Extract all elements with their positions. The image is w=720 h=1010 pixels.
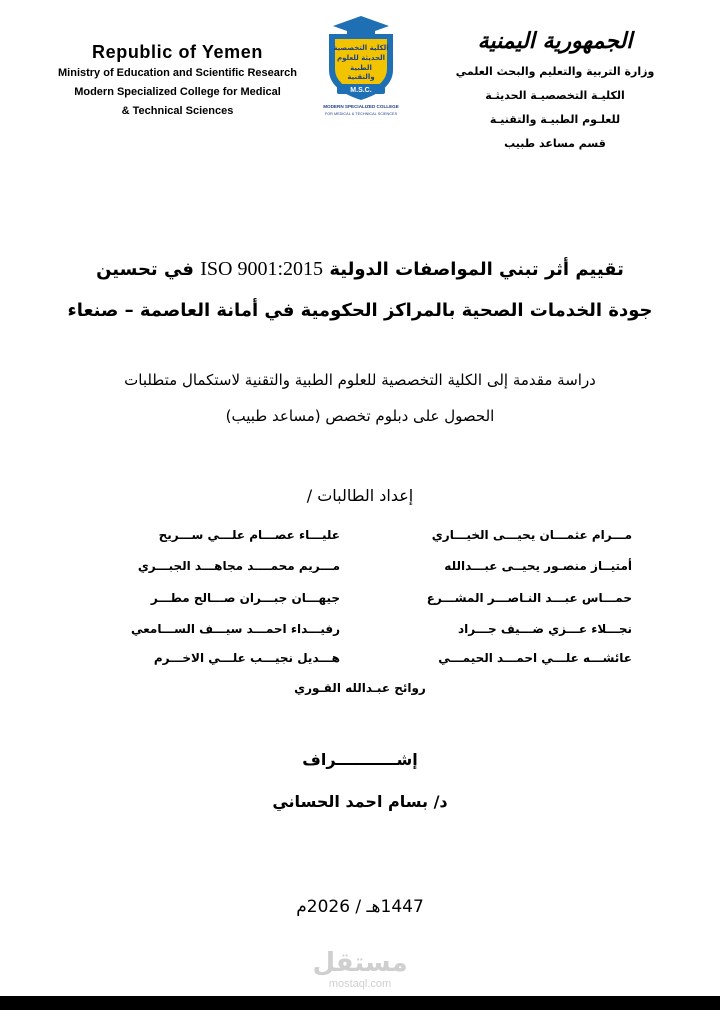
prepared-by-label: إعداد الطالبات / (306, 486, 414, 505)
logo-arabic-text-3: الطبية (350, 64, 372, 72)
supervision-label: إشـــــــــــراف (302, 750, 418, 769)
watermark-arabic: مستقل (312, 948, 408, 978)
student-name: رفيـــداء احمـــد سيـــف الســـامعي (130, 622, 340, 636)
student-name: هـــديل نجيـــب علـــي الاخـــرم (153, 651, 340, 665)
country-title-arabic: الجمهورية اليمنية (477, 28, 633, 54)
logo-arabic-text-2: الحديثة للعلوم (336, 54, 386, 62)
logo-caption-1: MODERN SPECIALIZED COLLEGE (323, 104, 399, 109)
page-bottom-bar (0, 996, 720, 1010)
college-line-arabic: الكليـة التخصصيـة الحديثـة (485, 89, 625, 102)
ministry-line-english: Ministry of Education and Scientific Research (58, 67, 297, 79)
student-name: مـــريم محمــــد مجاهـــد الجبـــري (137, 559, 340, 573)
supervisor-name: د/ بسام احمد الحساني (272, 792, 448, 811)
title-part-1: تقييم أثر تبني المواصفات الدولية (329, 259, 624, 280)
college-logo (313, 12, 409, 122)
student-name: نجـــلاء عـــزي ضـــيف جـــراد (458, 622, 632, 636)
logo-arabic-text-1: الكلية التخصصية (333, 44, 389, 52)
logo-arabic-text-4: والتقنية (347, 73, 375, 81)
student-name: عليـــاء عصـــام علـــي ســـريح (158, 528, 340, 542)
student-name: جيهـــان جبـــران صـــالح مطـــر (150, 591, 340, 605)
college-line-english-2: & Technical Sciences (121, 105, 234, 117)
college-line-arabic-2: للعلـوم الطبيـة والتقنيـة (489, 113, 621, 126)
department-line-arabic: قسم مساعد طبيب (504, 137, 606, 150)
english-header (40, 40, 315, 121)
logo-badge-text: M.S.C. (350, 87, 372, 94)
arabic-header (430, 22, 680, 156)
academic-date: 1447هـ / 2026م (296, 897, 424, 917)
college-line-english: Modern Specialized College for Medical (74, 86, 281, 98)
ministry-line-arabic: وزارة التربية والتعليم والبحث العلمي (455, 65, 655, 78)
student-name: حمـــاس عبـــد النـاصـــر المشـــرع (426, 591, 632, 605)
student-name-last: روائح عبـدالله القـوري (294, 681, 426, 695)
student-name: مـــرام عثمـــان يحيـــى الخيـــاري (431, 528, 632, 542)
student-name: عائشـــه علـــي احمـــد الحيمـــي (438, 651, 632, 665)
title-part-2: في تحسين (96, 259, 194, 280)
research-title-line-1 (0, 252, 720, 287)
title-iso-code: ISO 9001:2015 (200, 258, 324, 280)
research-title-line-2: جودة الخدمات الصحية بالمراكز الحكومية في أمانة العاصمة – صنعاء (67, 300, 653, 321)
watermark-url: mostaql.com (328, 978, 392, 990)
college-logo-graphic (313, 12, 409, 122)
study-statement-line-1: دراسة مقدمة إلى الكلية التخصصية للعلوم الطبية والتقنية لاستكمال متطلبات (124, 371, 596, 389)
watermark (300, 948, 420, 990)
student-name: أمتيــاز منصـور يحيــى عبـــدالله (444, 559, 632, 573)
country-title-english: Republic of Yemen (92, 42, 263, 62)
study-statement-line-2: الحصول على دبلوم تخصص (مساعد طبيب) (225, 407, 495, 425)
logo-caption-2: FOR MEDICAL & TECHNICAL SCIENCES (324, 112, 398, 116)
